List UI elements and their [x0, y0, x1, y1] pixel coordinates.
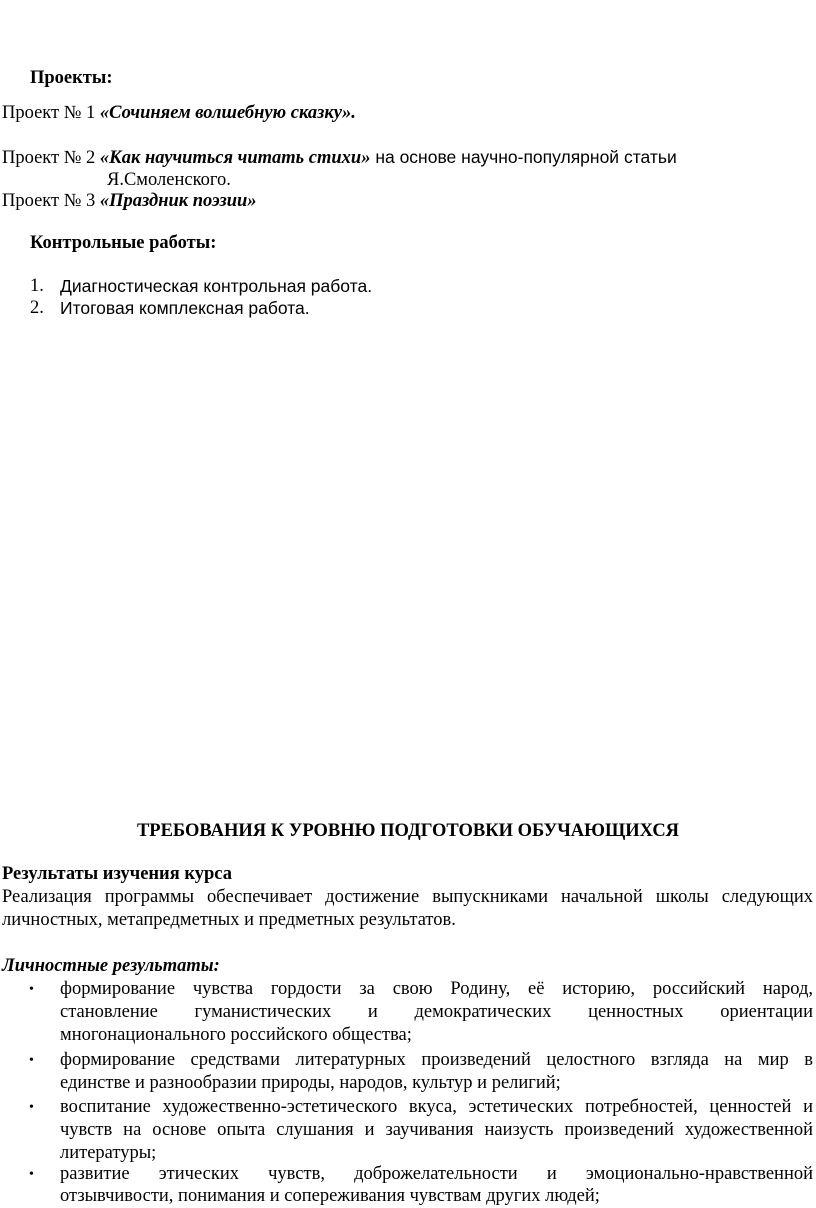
project-1 [2, 102, 356, 125]
section-title: ТРЕБОВАНИЯ К УРОВНЮ ПОДГОТОВКИ ОБУЧАЮЩИХСЯ [136, 821, 680, 841]
list-item-line: формирование средствами литературных произведений целостного взгляда на мир в [60, 1050, 813, 1070]
intro-line: личностных, метапредметных и предметных результатов. [2, 910, 456, 930]
list-item-line: развитие этических чувств, доброжелательности и эмоционально-нравственной [60, 1164, 813, 1184]
results-heading: Результаты изучения курса [2, 864, 232, 884]
project-prefix: Проект № 2 [2, 148, 100, 168]
bullet-icon: • [29, 1053, 34, 1068]
project-prefix: Проект № 3 [2, 191, 100, 211]
list-item-line: литературы; [60, 1143, 157, 1163]
test-item-text: Итоговая комплексная работа. [60, 298, 310, 318]
personal-results-heading: Личностные результаты: [2, 956, 220, 976]
list-item-line: воспитание художественно-эстетического вкуса, эстетических потребностей, ценностей и [60, 1097, 813, 1117]
project-3 [2, 190, 257, 213]
project-title: «Сочиняем волшебную сказку». [99, 103, 356, 123]
intro-line: Реализация программы обеспечивает достижение выпускниками начальной школы следующих [2, 887, 813, 907]
project-description: на основе научно-популярной статьи [370, 147, 677, 167]
list-item-line: чувств на основе опыта слушания и заучивания наизусть произведений художественной [60, 1120, 813, 1140]
projects-heading: Проекты: [30, 68, 113, 88]
list-item-line: многонационального российского общества; [60, 1025, 412, 1045]
bullet-icon: • [29, 982, 34, 997]
list-item-line: единстве и разнообразии природы, народов, культур и религий; [60, 1073, 561, 1093]
list-item-line: формирование чувства гордости за свою Родину, её историю, российский народ, [60, 979, 813, 999]
project-prefix: Проект № 1 [2, 103, 100, 123]
project-title: «Как научиться читать стихи» [99, 148, 371, 168]
list-item-line: становление гуманистических и демократических ценностных ориентации [60, 1002, 813, 1022]
test-item-number: 1. [30, 276, 44, 296]
test-item-text: Диагностическая контрольная работа. [60, 276, 373, 296]
project-title: «Праздник поэзии» [99, 191, 257, 211]
project-2 [2, 146, 677, 170]
project-2-continuation: Я.Смоленского. [107, 170, 231, 190]
list-item-line: отзывчивости, понимания и сопереживания чувствам других людей; [60, 1186, 600, 1206]
test-item-number: 2. [30, 298, 44, 318]
bullet-icon: • [29, 1167, 34, 1182]
bullet-icon: • [29, 1100, 34, 1115]
tests-heading: Контрольные работы: [30, 233, 217, 253]
